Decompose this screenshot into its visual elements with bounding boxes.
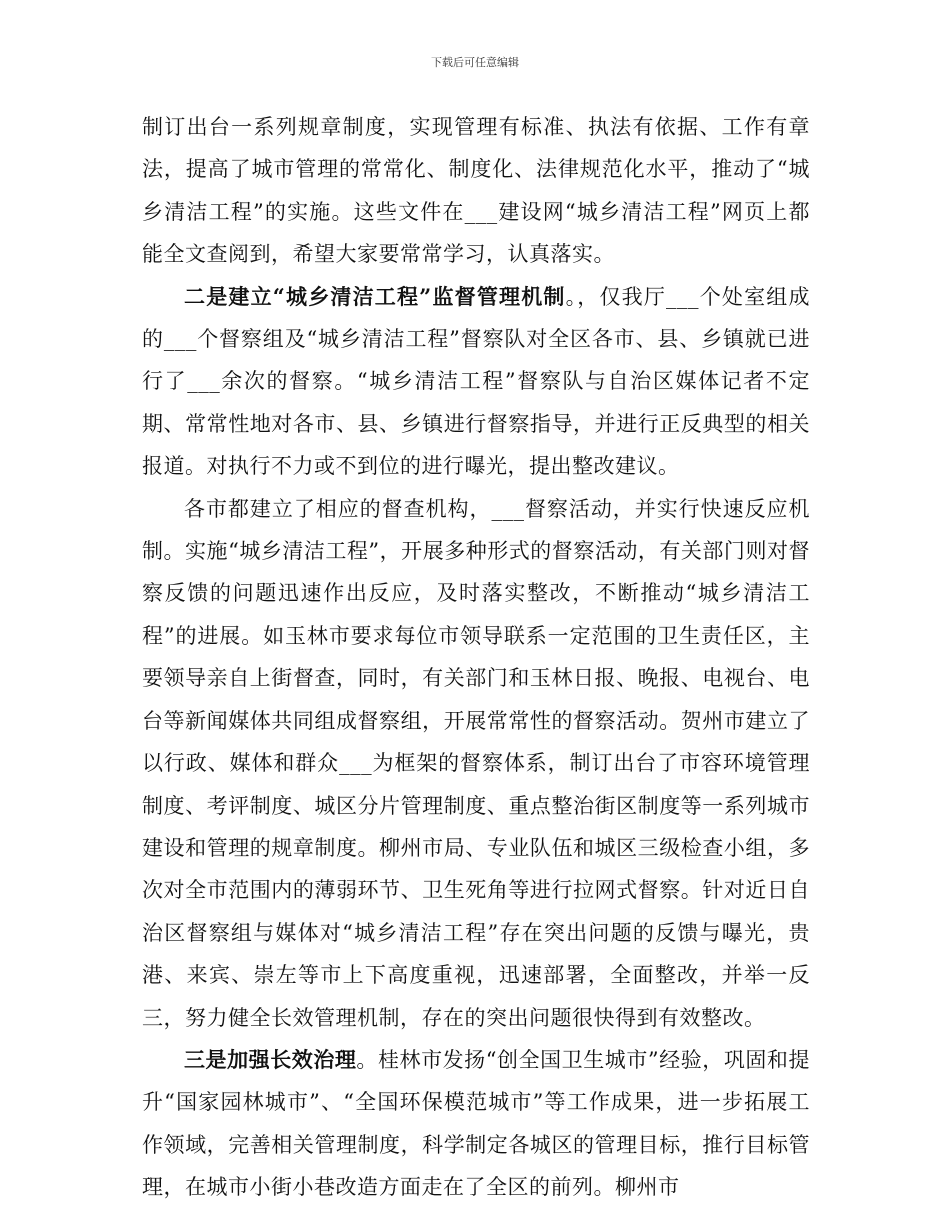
paragraph-3-text: 各市都建立了相应的督查机构，___督察活动，并实行快速反应机制。实施“城乡清洁工程”，开展多种形式的督察活动，有关部门则对督察反馈的问题迅速作出反应，及时落实整改，不断推动“城乡清洁工程”的进展。如玉林市要求每位市领导联系一定范围的卫生责任区，主要领导亲自上街督查，同时，有关部门和玉林日报、晚报、电视台、电台等新闻媒体共同组成督察组，开展常常性的督察活动。贺州市建立了以行政、媒体和群众___为框架的督察体系，制订出台了市容环境管理制度、考评制度、城区分片管理制度、重点整治街区制度等一系列城市建设和管理的规章制度。柳州市局、专业队伍和城区三级检查小组，多次对全市范围内的薄弱环节、卫生死角等进行拉网式督察。针对近日自治区督察组与媒体对“城乡清洁工程”存在突出问题的反馈与曝光，贵港、来宾、崇左等市上下高度重视，迅速部署，全面整改，并举一反三，努力健全长效管理机制，存在的突出问题很快得到有效整改。 bbox=[142, 496, 810, 1030]
paragraph-1-text: 制订出台一系列规章制度，实现管理有标准、执法有依据、工作有章法，提高了城市管理的常常化、制度化、法律规范化水平，推动了“城乡清洁工程”的实施。这些文件在___建设网“城乡清洁工程”网页上都能全文查阅到，希望大家要常常学习，认真落实。 bbox=[142, 115, 810, 267]
paragraph-2-lead: 二是建立“城乡清洁工程”监督管理机制 bbox=[184, 283, 566, 309]
paragraph-1 bbox=[142, 106, 810, 276]
paragraph-4-text: 。桂林市发扬“创全国卫生城市”经验，巩固和提升“国家园林城市”、“全国环保模范城市”等工作成果，进一步拓展工作领域，完善相关管理制度，科学制定各城区的管理目标，推行目标管理，在城市小街小巷改造方面走在了全区的前列。柳州市 bbox=[142, 1047, 810, 1200]
paragraph-2-text: 。，仅我厅___个处室组成的___个督察组及“城乡清洁工程”督察队对全区各市、县、乡镇就已进行了___余次的督察。“城乡清洁工程”督察队与自治区媒体记者不定期、常常性地对各市、县、乡镇进行督察指导，并进行正反典型的相关报道。对执行不力或不到位的进行曝光，提出整改建议。 bbox=[142, 284, 810, 479]
document-body bbox=[142, 106, 810, 1209]
page-header: 下载后可任意编辑 bbox=[431, 56, 519, 69]
paragraph-3 bbox=[142, 488, 810, 1039]
paragraph-2 bbox=[142, 276, 810, 488]
paragraph-4 bbox=[142, 1039, 810, 1209]
paragraph-4-lead: 三是加强长效治理 bbox=[184, 1046, 357, 1072]
